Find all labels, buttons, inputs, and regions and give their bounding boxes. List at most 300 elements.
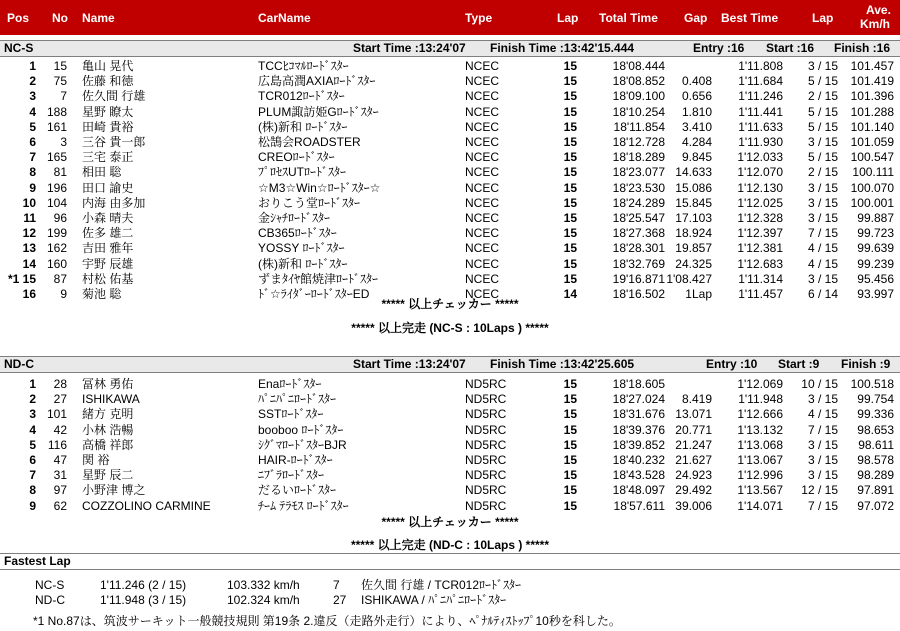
- table-row: [0, 165, 900, 179]
- row-driver-name: ISHIKAWA: [82, 392, 140, 407]
- row-gap: 13.071: [675, 407, 712, 422]
- row-driver-name: 佐久間 行雄: [82, 89, 146, 104]
- row-gap: 1Lap: [685, 287, 712, 301]
- row-type: NCEC: [465, 135, 500, 149]
- row-car-name: ﾊﾟﾆﾊﾟﾆﾛｰﾄﾞｽﾀｰ: [258, 392, 337, 407]
- row-gap: 8.419: [681, 392, 712, 407]
- row-position: 12: [22, 226, 36, 241]
- row-driver-name: 内海 由多加: [82, 195, 146, 210]
- row-car-name: booboo ﾛｰﾄﾞｽﾀｰ: [258, 422, 344, 437]
- row-gap: 21.247: [675, 437, 712, 452]
- row-type: ND5RC: [465, 392, 507, 407]
- row-car-name: YOSSY ﾛｰﾄﾞｽﾀｰ: [258, 241, 345, 256]
- row-driver-name: 佐藤 和徳: [82, 74, 134, 89]
- row-best-time: 1'12.996: [737, 468, 783, 483]
- table-row: [0, 483, 900, 497]
- row-laps: 15: [563, 104, 577, 119]
- row-gap: 21.627: [675, 453, 712, 467]
- ndc-finish: Finish :9: [841, 357, 891, 371]
- row-gap: 0.656: [681, 89, 712, 104]
- row-position: 3: [29, 89, 36, 104]
- row-total-time: 18'39.852: [612, 437, 665, 452]
- row-position: 3: [29, 407, 36, 422]
- row-type: ND5RC: [465, 377, 507, 391]
- row-gap: 0.408: [681, 74, 712, 89]
- row-driver-name: 冨林 勇佑: [82, 377, 134, 391]
- row-laps: 15: [563, 392, 577, 407]
- row-type: NCEC: [465, 287, 500, 301]
- row-best-lap: 3 / 15: [807, 437, 838, 452]
- row-car-name: ﾄﾞ☆ﾗｲﾀﾞｰﾛｰﾄﾞｽﾀｰED: [258, 287, 370, 301]
- row-car-name: ずまﾀｲﾔ館焼津ﾛｰﾄﾞｽﾀｰ: [258, 271, 379, 286]
- row-driver-name: 菊池 聡: [82, 287, 122, 301]
- row-average-speed: 99.336: [857, 407, 894, 422]
- row-type: ND5RC: [465, 422, 507, 437]
- fastest-no: 7: [333, 578, 340, 592]
- row-total-time: 18'57.611: [613, 498, 665, 513]
- row-car-name: (株)新和 ﾛｰﾄﾞｽﾀｰ: [258, 256, 348, 271]
- row-laps: 15: [563, 498, 577, 513]
- table-row: [0, 423, 900, 437]
- row-best-time: 1'12.397: [737, 226, 783, 241]
- row-average-speed: 100.001: [850, 195, 894, 210]
- row-best-lap: 5 / 15: [807, 104, 838, 119]
- row-position: 8: [29, 165, 36, 180]
- row-type: ND5RC: [465, 468, 507, 483]
- row-type: NCEC: [465, 271, 500, 286]
- row-car-name: TCCﾋｺﾏﾙﾛｰﾄﾞｽﾀｰ: [258, 59, 349, 73]
- row-best-time: 1'11.457: [738, 287, 783, 301]
- table-row: [0, 89, 900, 103]
- ndc-start: Start :9: [778, 357, 820, 371]
- row-position: *1 15: [7, 271, 36, 286]
- row-laps: 15: [563, 377, 577, 391]
- row-total-time: 19'16.871: [612, 271, 665, 286]
- row-car-number: 15: [53, 59, 67, 73]
- ndc-start-time: Start Time :13:24'07: [353, 357, 466, 371]
- row-car-number: 161: [46, 119, 67, 134]
- row-best-lap: 7 / 15: [807, 422, 838, 437]
- row-total-time: 18'08.444: [612, 59, 665, 73]
- row-laps: 15: [563, 119, 577, 134]
- row-average-speed: 101.419: [850, 74, 894, 89]
- row-driver-name: 亀山 晃代: [82, 59, 134, 73]
- fastest-no: 27: [333, 593, 347, 607]
- row-driver-name: 星野 辰二: [82, 468, 134, 483]
- fastest-driver: 佐久間 行雄 / TCR012ﾛｰﾄﾞｽﾀｰ: [361, 578, 522, 592]
- row-position: 2: [29, 392, 36, 407]
- ndc-complete-note: ***** 以上完走 (ND-C : 10Laps ) *****: [350, 538, 550, 552]
- row-driver-name: 高橋 祥郎: [82, 437, 134, 452]
- row-position: 9: [29, 498, 36, 513]
- header-best-lap: Lap: [812, 11, 834, 25]
- row-best-time: 1'12.328: [737, 211, 783, 225]
- row-total-time: 18'40.232: [612, 453, 665, 467]
- header-total-time: Total Time: [599, 11, 658, 25]
- row-total-time: 18'25.547: [612, 211, 665, 225]
- row-average-speed: 99.723: [857, 226, 894, 241]
- row-total-time: 18'09.100: [612, 89, 665, 104]
- row-gap: 39.006: [675, 498, 712, 513]
- row-laps: 15: [563, 150, 577, 165]
- fastest-class: ND-C: [35, 593, 65, 607]
- row-position: 8: [29, 483, 36, 498]
- row-total-time: 18'48.097: [612, 483, 665, 498]
- row-gap: 24.923: [675, 468, 712, 483]
- header-ave: Ave.: [866, 3, 891, 17]
- row-driver-name: 吉田 雅年: [82, 241, 134, 256]
- row-type: NCEC: [465, 119, 500, 134]
- table-row: [0, 272, 900, 286]
- row-position: 16: [22, 287, 36, 301]
- table-row: [0, 438, 900, 452]
- row-total-time: 18'11.854: [613, 119, 665, 134]
- row-best-lap: 7 / 15: [807, 226, 838, 241]
- row-car-number: 104: [46, 195, 67, 210]
- row-type: NCEC: [465, 74, 500, 89]
- row-car-number: 3: [60, 135, 67, 149]
- row-car-name: TCR012ﾛｰﾄﾞｽﾀｰ: [258, 89, 345, 104]
- row-best-lap: 3 / 15: [807, 271, 838, 286]
- row-best-time: 1'13.132: [737, 422, 783, 437]
- row-driver-name: 関 裕: [82, 453, 110, 467]
- ncs-entry: Entry :16: [693, 41, 745, 55]
- row-gap: 18.924: [675, 226, 712, 241]
- row-best-lap: 7 / 15: [807, 498, 838, 513]
- row-total-time: 18'18.289: [612, 150, 665, 165]
- row-laps: 14: [563, 287, 577, 301]
- row-driver-name: 宇野 辰雄: [82, 256, 134, 271]
- row-position: 5: [29, 437, 36, 452]
- row-car-number: 97: [53, 483, 67, 498]
- row-best-time: 1'11.930: [738, 135, 783, 149]
- row-car-name: ☆M3☆Win☆ﾛｰﾄﾞｽﾀｰ☆: [258, 180, 381, 195]
- row-laps: 15: [563, 271, 577, 286]
- row-position: 10: [22, 195, 36, 210]
- row-best-lap: 3 / 15: [807, 195, 838, 210]
- ndc-entry: Entry :10: [706, 357, 758, 371]
- row-laps: 15: [563, 483, 577, 498]
- row-laps: 15: [563, 89, 577, 104]
- row-laps: 15: [563, 226, 577, 241]
- row-car-number: 62: [53, 498, 67, 513]
- row-best-time: 1'11.808: [738, 59, 783, 73]
- row-driver-name: 緒方 克明: [82, 407, 134, 422]
- row-car-number: 81: [53, 165, 67, 180]
- row-car-number: 116: [47, 437, 67, 452]
- row-best-time: 1'12.033: [737, 150, 783, 165]
- row-average-speed: 101.396: [850, 89, 894, 104]
- row-best-time: 1'12.069: [737, 377, 783, 391]
- table-row: [0, 257, 900, 271]
- ncs-start: Start :16: [766, 41, 815, 55]
- row-average-speed: 98.653: [857, 422, 894, 437]
- header-no: No: [52, 11, 68, 25]
- row-gap: 17.103: [675, 211, 712, 225]
- row-car-number: 101: [46, 407, 67, 422]
- table-row: [0, 468, 900, 482]
- row-average-speed: 100.518: [850, 377, 894, 391]
- row-best-lap: 4 / 15: [807, 407, 838, 422]
- table-row: [0, 499, 900, 513]
- row-driver-name: 田口 諭史: [82, 180, 134, 195]
- row-laps: 15: [563, 256, 577, 271]
- row-average-speed: 101.140: [850, 119, 894, 134]
- row-type: ND5RC: [465, 437, 507, 452]
- header-name: Name: [82, 11, 115, 25]
- row-laps: 15: [563, 195, 577, 210]
- row-position: 4: [29, 422, 36, 437]
- row-position: 7: [29, 150, 36, 165]
- row-average-speed: 101.288: [850, 104, 894, 119]
- row-total-time: 18'16.502: [612, 287, 665, 301]
- ncs-finish: Finish :16: [834, 41, 891, 55]
- row-total-time: 18'23.530: [612, 180, 665, 195]
- table-row: [0, 59, 900, 73]
- row-laps: 15: [563, 135, 577, 149]
- header-kmh: Km/h: [860, 17, 890, 31]
- row-car-number: 9: [60, 287, 67, 301]
- row-total-time: 18'27.024: [612, 392, 665, 407]
- row-position: 9: [29, 180, 36, 195]
- row-best-lap: 3 / 15: [807, 468, 838, 483]
- ncs-checker-note: ***** 以上チェッカー *****: [381, 297, 519, 311]
- row-average-speed: 99.754: [857, 392, 894, 407]
- row-car-name: 広島高潤AXIAﾛｰﾄﾞｽﾀｰ: [258, 74, 376, 89]
- row-best-time: 1'11.633: [738, 119, 783, 134]
- row-best-time: 1'12.025: [737, 195, 783, 210]
- row-position: 14: [22, 256, 36, 271]
- row-car-name: CREOﾛｰﾄﾞｽﾀｰ: [258, 150, 335, 165]
- table-row: [0, 377, 900, 391]
- row-best-lap: 3 / 15: [807, 180, 838, 195]
- row-car-number: 87: [53, 271, 67, 286]
- row-best-time: 1'12.130: [737, 180, 783, 195]
- row-gap: 19.857: [675, 241, 712, 256]
- row-average-speed: 100.547: [850, 150, 894, 165]
- row-best-time: 1'12.666: [737, 407, 783, 422]
- fastest-lap-header: [0, 553, 900, 570]
- header-carname: CarName: [258, 11, 311, 25]
- row-average-speed: 99.239: [857, 256, 894, 271]
- table-row: [0, 241, 900, 255]
- row-best-time: 1'14.071: [737, 498, 783, 513]
- row-car-number: 196: [46, 180, 67, 195]
- table-row: [0, 74, 900, 88]
- header-best-time: Best Time: [721, 11, 779, 25]
- header-lap: Lap: [557, 11, 579, 25]
- row-laps: 15: [563, 74, 577, 89]
- row-car-number: 47: [53, 453, 67, 467]
- row-best-lap: 2 / 15: [807, 165, 838, 180]
- row-best-lap: 5 / 15: [807, 74, 838, 89]
- row-gap: 1'08.427: [666, 271, 712, 286]
- row-average-speed: 99.887: [857, 211, 894, 225]
- row-type: NCEC: [465, 104, 500, 119]
- row-gap: 24.325: [675, 256, 712, 271]
- row-average-speed: 98.611: [858, 437, 894, 452]
- row-type: NCEC: [465, 195, 500, 210]
- row-best-lap: 3 / 15: [807, 59, 838, 73]
- row-gap: 15.845: [675, 195, 712, 210]
- row-total-time: 18'39.376: [612, 422, 665, 437]
- row-position: 13: [22, 241, 36, 256]
- row-best-time: 1'13.567: [737, 483, 783, 498]
- row-best-time: 1'11.948: [738, 392, 783, 407]
- row-position: 5: [29, 119, 36, 134]
- row-driver-name: 佐多 雄二: [82, 226, 134, 241]
- row-car-name: ﾁｰﾑ ﾃﾗﾓｽ ﾛｰﾄﾞｽﾀｰ: [258, 498, 349, 513]
- row-best-lap: 4 / 15: [807, 241, 838, 256]
- row-car-name: おりこう堂ﾛｰﾄﾞｽﾀｰ: [258, 195, 361, 210]
- row-driver-name: 小森 晴夫: [82, 211, 134, 225]
- row-average-speed: 101.457: [850, 59, 894, 73]
- header-pos: Pos: [7, 11, 30, 25]
- ncs-section-header: [0, 40, 900, 57]
- row-average-speed: 99.639: [857, 241, 894, 256]
- row-gap: 1.810: [681, 104, 712, 119]
- fastest-speed: 102.324 km/h: [227, 593, 300, 607]
- row-position: 2: [29, 74, 36, 89]
- row-best-lap: 3 / 15: [807, 135, 838, 149]
- table-row: [0, 135, 900, 149]
- fastest-lap-row: [0, 578, 900, 592]
- row-gap: 15.086: [675, 180, 712, 195]
- row-total-time: 18'32.769: [612, 256, 665, 271]
- row-car-number: 188: [46, 104, 67, 119]
- table-row: [0, 181, 900, 195]
- row-best-lap: 12 / 15: [801, 483, 838, 498]
- table-row: [0, 407, 900, 421]
- row-laps: 15: [563, 180, 577, 195]
- fastest-driver: ISHIKAWA / ﾊﾟﾆﾊﾟﾆﾛｰﾄﾞｽﾀｰ: [361, 593, 507, 607]
- row-car-name: だるいﾛｰﾄﾞｽﾀｰ: [258, 483, 337, 498]
- row-car-number: 96: [53, 211, 67, 225]
- table-row: [0, 226, 900, 240]
- row-gap: 20.771: [675, 422, 712, 437]
- ncs-start-time: Start Time :13:24'07: [353, 41, 466, 55]
- row-best-lap: 2 / 15: [807, 89, 838, 104]
- row-average-speed: 98.289: [857, 468, 894, 483]
- row-best-lap: 3 / 15: [807, 453, 838, 467]
- fastest-class: NC-S: [35, 578, 65, 592]
- ndc-section-header: [0, 356, 900, 373]
- row-car-name: CB365ﾛｰﾄﾞｽﾀｰ: [258, 226, 337, 241]
- row-gap: 9.845: [681, 150, 712, 165]
- penalty-note: *1 No.87は、筑波サーキット一般競技規則 第19条 2.違反（走路外走行）により、ﾍﾟﾅﾙﾃｨｽﾄｯﾌﾟ10秒を科した。: [33, 614, 621, 628]
- row-total-time: 18'27.368: [612, 226, 665, 241]
- table-row: [0, 105, 900, 119]
- row-laps: 15: [563, 59, 577, 73]
- table-row: [0, 150, 900, 164]
- row-average-speed: 97.891: [857, 483, 894, 498]
- row-average-speed: 100.111: [852, 165, 894, 180]
- row-car-name: 松鵠会ROADSTER: [258, 135, 361, 149]
- row-driver-name: 小林 浩暢: [82, 422, 134, 437]
- row-best-time: 1'12.381: [737, 241, 783, 256]
- row-type: ND5RC: [465, 498, 507, 513]
- ncs-class-label: NC-S: [4, 41, 34, 55]
- ncs-finish-time: Finish Time :13:42'15.444: [490, 41, 635, 55]
- row-gap: 3.410: [681, 119, 712, 134]
- row-car-name: HAIR-ﾛｰﾄﾞｽﾀｰ: [258, 453, 333, 467]
- row-driver-name: 相田 聡: [82, 165, 122, 180]
- row-car-name: PLUM諏訪姫Gﾛｰﾄﾞｽﾀｰ: [258, 104, 379, 119]
- row-average-speed: 97.072: [857, 498, 894, 513]
- row-best-lap: 3 / 15: [807, 211, 838, 225]
- row-position: 6: [29, 135, 36, 149]
- row-car-name: ｼｸﾞﾏﾛｰﾄﾞｽﾀｰBJR: [258, 437, 347, 452]
- row-type: NCEC: [465, 226, 500, 241]
- row-best-lap: 10 / 15: [801, 377, 838, 391]
- row-total-time: 18'24.289: [612, 195, 665, 210]
- row-car-number: 28: [53, 377, 67, 391]
- row-gap: 4.284: [681, 135, 712, 149]
- row-car-number: 160: [46, 256, 67, 271]
- row-driver-name: 村松 佑基: [82, 271, 134, 286]
- row-position: 7: [29, 468, 36, 483]
- row-laps: 15: [563, 437, 577, 452]
- row-best-time: 1'11.246: [738, 89, 783, 104]
- fastest-time: 1'11.948 (3 / 15): [100, 593, 187, 607]
- row-best-lap: 3 / 15: [807, 392, 838, 407]
- row-position: 1: [29, 377, 36, 391]
- row-gap: 14.633: [675, 165, 712, 180]
- row-position: 4: [29, 104, 36, 119]
- row-type: NCEC: [465, 211, 500, 225]
- row-best-time: 1'11.684: [738, 74, 783, 89]
- row-car-number: 42: [53, 422, 67, 437]
- row-average-speed: 100.070: [850, 180, 894, 195]
- row-car-number: 75: [53, 74, 67, 89]
- row-best-time: 1'11.441: [738, 104, 783, 119]
- row-laps: 15: [563, 407, 577, 422]
- row-average-speed: 98.578: [857, 453, 894, 467]
- row-position: 11: [23, 211, 36, 225]
- row-type: NCEC: [465, 241, 500, 256]
- row-gap: 29.492: [675, 483, 712, 498]
- table-row: [0, 211, 900, 225]
- row-total-time: 18'31.676: [612, 407, 665, 422]
- row-type: ND5RC: [465, 483, 507, 498]
- row-driver-name: COZZOLINO CARMINE: [82, 498, 211, 513]
- table-row: [0, 120, 900, 134]
- header-type: Type: [465, 11, 493, 25]
- row-laps: 15: [563, 453, 577, 467]
- header-gap: Gap: [684, 11, 708, 25]
- row-total-time: 18'18.605: [612, 377, 665, 391]
- row-best-time: 1'13.067: [737, 453, 783, 467]
- row-laps: 15: [563, 422, 577, 437]
- ndc-finish-time: Finish Time :13:42'25.605: [490, 357, 635, 371]
- row-best-time: 1'12.683: [737, 256, 783, 271]
- row-total-time: 18'23.077: [612, 165, 665, 180]
- row-average-speed: 95.456: [857, 271, 894, 286]
- row-car-name: (株)新和 ﾛｰﾄﾞｽﾀｰ: [258, 119, 348, 134]
- row-best-time: 1'11.314: [738, 271, 783, 286]
- table-row: [0, 392, 900, 406]
- row-type: NCEC: [465, 256, 500, 271]
- row-car-number: 27: [53, 392, 67, 407]
- row-type: NCEC: [465, 165, 500, 180]
- fastest-time: 1'11.246 (2 / 15): [100, 578, 187, 592]
- row-car-number: 165: [46, 150, 67, 165]
- row-position: 6: [29, 453, 36, 467]
- row-best-time: 1'13.068: [737, 437, 783, 452]
- row-type: ND5RC: [465, 407, 507, 422]
- row-driver-name: 田崎 貴裕: [82, 119, 134, 134]
- row-best-time: 1'12.070: [737, 165, 783, 180]
